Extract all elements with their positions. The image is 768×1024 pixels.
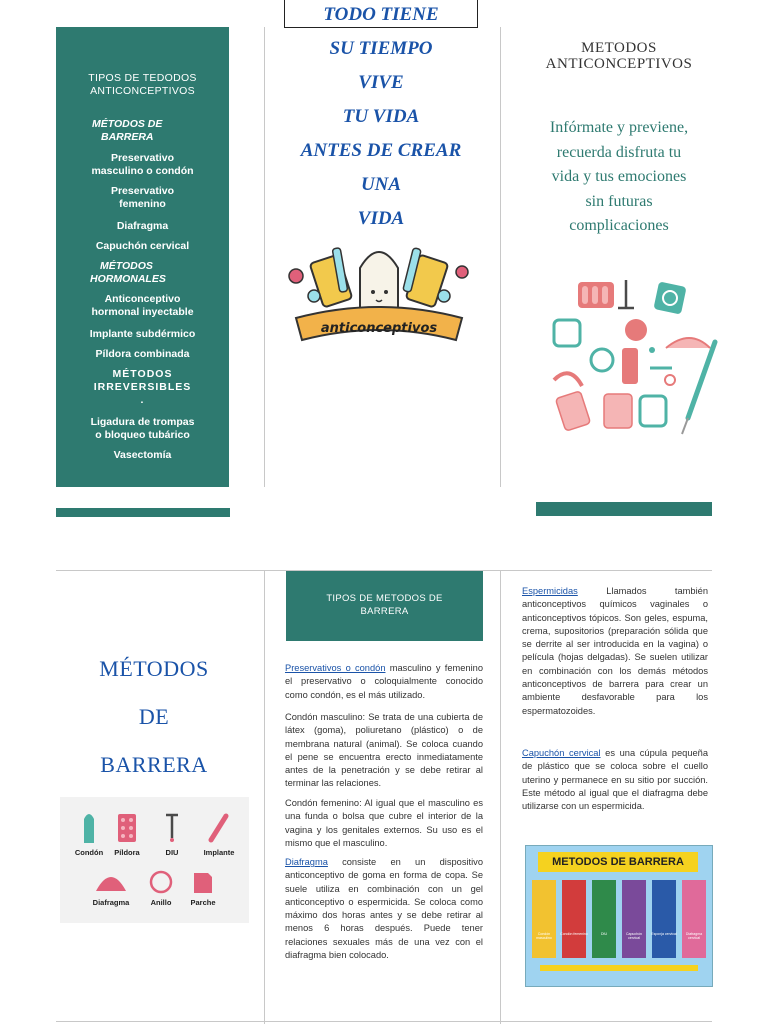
item-ligadura: [56, 416, 229, 442]
icon-label-pildora: Píldora: [114, 848, 140, 857]
item-line: masculino o condón: [91, 165, 194, 177]
tipos-box-line1: TIPOS DE METODOS DE: [326, 593, 443, 604]
item-pildora: Píldora combinada: [95, 348, 190, 360]
paragraph-diafragma: [285, 856, 483, 962]
icon-label-condon: Condón: [74, 848, 104, 857]
barrera-title-line3: BARRERA: [100, 752, 208, 777]
item-preservativo-masculino: [56, 152, 229, 178]
item-line: Ligadura de trompas: [90, 416, 195, 428]
icon-label-diu: DIU: [165, 848, 179, 857]
paragraph-preservativos: [285, 662, 483, 702]
icon-label-anillo: Anillo: [150, 898, 172, 907]
item-implante: Implante subdérmico: [89, 328, 196, 340]
item-line: o bloqueo tubárico: [95, 429, 190, 441]
item-line: Preservativo: [110, 185, 175, 197]
condom-icon: [82, 811, 96, 845]
panel-divider-4: [500, 570, 501, 1024]
link-espermicidas[interactable]: Espermicidas: [522, 586, 578, 596]
informate-text: [514, 116, 724, 239]
informate-line: recuerda disfruta tu: [556, 143, 682, 161]
paragraph-espermicidas-text: Llamados también anticonceptivos químicos vaginales o anticonceptivos tópicos. Son geles, espuma, crema, supositorios (preparación sólida que se derrite al ser introducida en la vagina) o película (hojas delgadas). Se suelen utilizar en combinación con los demás métodos anticonceptivos de barrera para crear un ambiente desfavorable para los espermatozoides.: [522, 586, 708, 716]
poster-card: [682, 880, 706, 958]
item-line: femenino: [119, 198, 166, 210]
paragraph-preservativos-text: masculino y femenino el preservativo o coloquialmente conocido como condón, es el más utilizado.: [285, 663, 484, 700]
link-preservativos[interactable]: Preservativos o condón: [285, 663, 386, 673]
informate-line: vida y tus emociones: [551, 168, 687, 185]
heading-hormonales-line1: MÉTODOS: [100, 260, 153, 272]
motto-line-6: UNA: [360, 174, 402, 195]
poster-label: DIU: [600, 932, 608, 936]
item-preservativo-femenino: [56, 185, 229, 211]
item-inyectable: [56, 293, 229, 319]
poster-card: [562, 880, 586, 958]
panel-title: [56, 72, 229, 98]
methods-list-panel: [56, 27, 229, 487]
item-line: Preservativo: [110, 152, 175, 164]
poster-card: [592, 880, 616, 958]
icon-label-parche: Parche: [190, 898, 216, 907]
heading-hormonales: [90, 260, 166, 286]
barrera-poster: [525, 845, 713, 987]
diaphragm-icon: [94, 871, 128, 893]
informate-line: complicaciones: [569, 217, 669, 234]
paragraph-condon-femenino: Condón femenino: Al igual que el masculino es una funda o bolsa que cubre el interior de la vagina y los genitales externos. Su uso es el mismo que el masculino.: [285, 798, 483, 848]
pill-pack-icon: [117, 813, 137, 843]
motto-line-1: TODO TIENE: [323, 4, 439, 25]
motto-line-5: ANTES DE CREAR: [300, 140, 462, 161]
heading-barrera: [92, 118, 162, 144]
logo-text: anticonceptivos: [320, 321, 438, 336]
methods-icons-card: [60, 797, 249, 923]
poster-card: [532, 880, 556, 958]
poster-card: [652, 880, 676, 958]
paragraph-diafragma-text: consiste en un dispositivo anticonceptivo de goma en forma de copa. Se suele utiliza en combinación con un gel anticonceptivo o espermicida. Se coloca como máximo dos horas antes y se debe retirar al menos 6 horas después. Puede tener relaciones sexuales más de una vez con el diafragma bien colocado.: [285, 857, 483, 961]
heading-barrera-line1: MÉTODOS DE: [92, 118, 163, 130]
heading-barrera-line2: BARRERA: [101, 131, 154, 143]
brochure-title-line1: METODOS: [581, 40, 657, 56]
patch-icon: [192, 871, 214, 895]
heading-irreversibles-line1: MÉTODOS: [112, 368, 173, 380]
iud-icon: [164, 812, 180, 844]
icon-label-implante: Implante: [203, 848, 235, 857]
poster-label: Capuchón cervical: [626, 932, 642, 940]
poster-title: METODOS DE BARRERA: [538, 852, 698, 872]
motto-line-7: VIDA: [357, 208, 405, 229]
informate-line: sin futuras: [585, 192, 653, 210]
icon-label-diafragma: Diafragma: [92, 898, 130, 907]
item-line: Anticonceptivo: [104, 293, 181, 305]
panel-divider-1: [264, 27, 265, 487]
link-diafragma[interactable]: Diafragma: [285, 857, 328, 867]
heading-irreversibles: [56, 368, 229, 407]
left-footer-bar: [56, 508, 230, 517]
paragraph-capuchon-text: es una cúpula pequeña de plástico que se coloca sobre el cuello uterino y permanece en su sitio por succión. Este método al igual que el diafragma debe utilizarse con un espermicida.: [522, 748, 708, 812]
heading-irreversibles-line2: IRREVERSIBLES: [93, 381, 192, 393]
barrera-title-line1: MÉTODOS: [99, 656, 209, 681]
poster-label: Condón femenino: [560, 932, 588, 936]
heading-hormonales-line2: HORMONALES: [90, 273, 166, 285]
informate-line: Infórmate y previene,: [549, 119, 689, 136]
poster-label: Esponja cervical: [651, 932, 677, 936]
item-vasectomia: Vasectomía: [113, 449, 172, 461]
ring-icon: [148, 869, 174, 895]
contraceptives-illustration: [540, 268, 730, 452]
poster-label: Diafragma cervical: [685, 932, 703, 940]
heading-irreversibles-dot: .: [140, 394, 145, 406]
panel-title-line2: ANTICONCEPTIVOS: [90, 85, 195, 97]
item-diafragma: Diafragma: [116, 220, 169, 232]
paragraph-condon-masculino: Condón masculino: Se trata de una cubierta de látex (goma), poliuretano (plástico) o de membrana natural (animal). Se coloca cuando el pene se encuentra erecto inmediatamente antes de la penetración y se debe retirar al terminar las relaciones.: [285, 712, 483, 789]
paragraph-espermicidas: [522, 585, 708, 718]
panel-divider-2: [500, 27, 501, 487]
link-capuchon[interactable]: Capuchón cervical: [522, 748, 601, 758]
implant-icon: [206, 813, 230, 843]
item-line: hormonal inyectable: [91, 306, 194, 318]
motto-line-2: SU TIEMPO: [329, 38, 433, 59]
motto-line-3: VIVE: [358, 72, 404, 93]
bottom-divider: [56, 1021, 712, 1022]
poster-label: Condón masculino: [536, 932, 552, 940]
motto-line-4: TU VIDA: [342, 106, 420, 127]
item-capuchon: Capuchón cervical: [95, 240, 190, 252]
brochure-title-line2: ANTICONCEPTIVOS: [545, 56, 693, 72]
paragraph-capuchon: [522, 747, 708, 813]
tipos-barrera-box-text: [286, 592, 483, 618]
barrera-title-line2: DE: [138, 704, 170, 729]
tipos-barrera-box: [286, 571, 483, 641]
tipos-box-line2: BARRERA: [360, 606, 409, 617]
panel-divider-3: [264, 570, 265, 1024]
right-footer-bar: [536, 502, 712, 516]
panel-title-line1: TIPOS DE TEDODOS: [88, 72, 197, 84]
poster-arrow: [540, 965, 698, 971]
poster-card: [622, 880, 646, 958]
brochure-title: [514, 40, 724, 72]
anticonceptivos-logo: [286, 240, 472, 355]
